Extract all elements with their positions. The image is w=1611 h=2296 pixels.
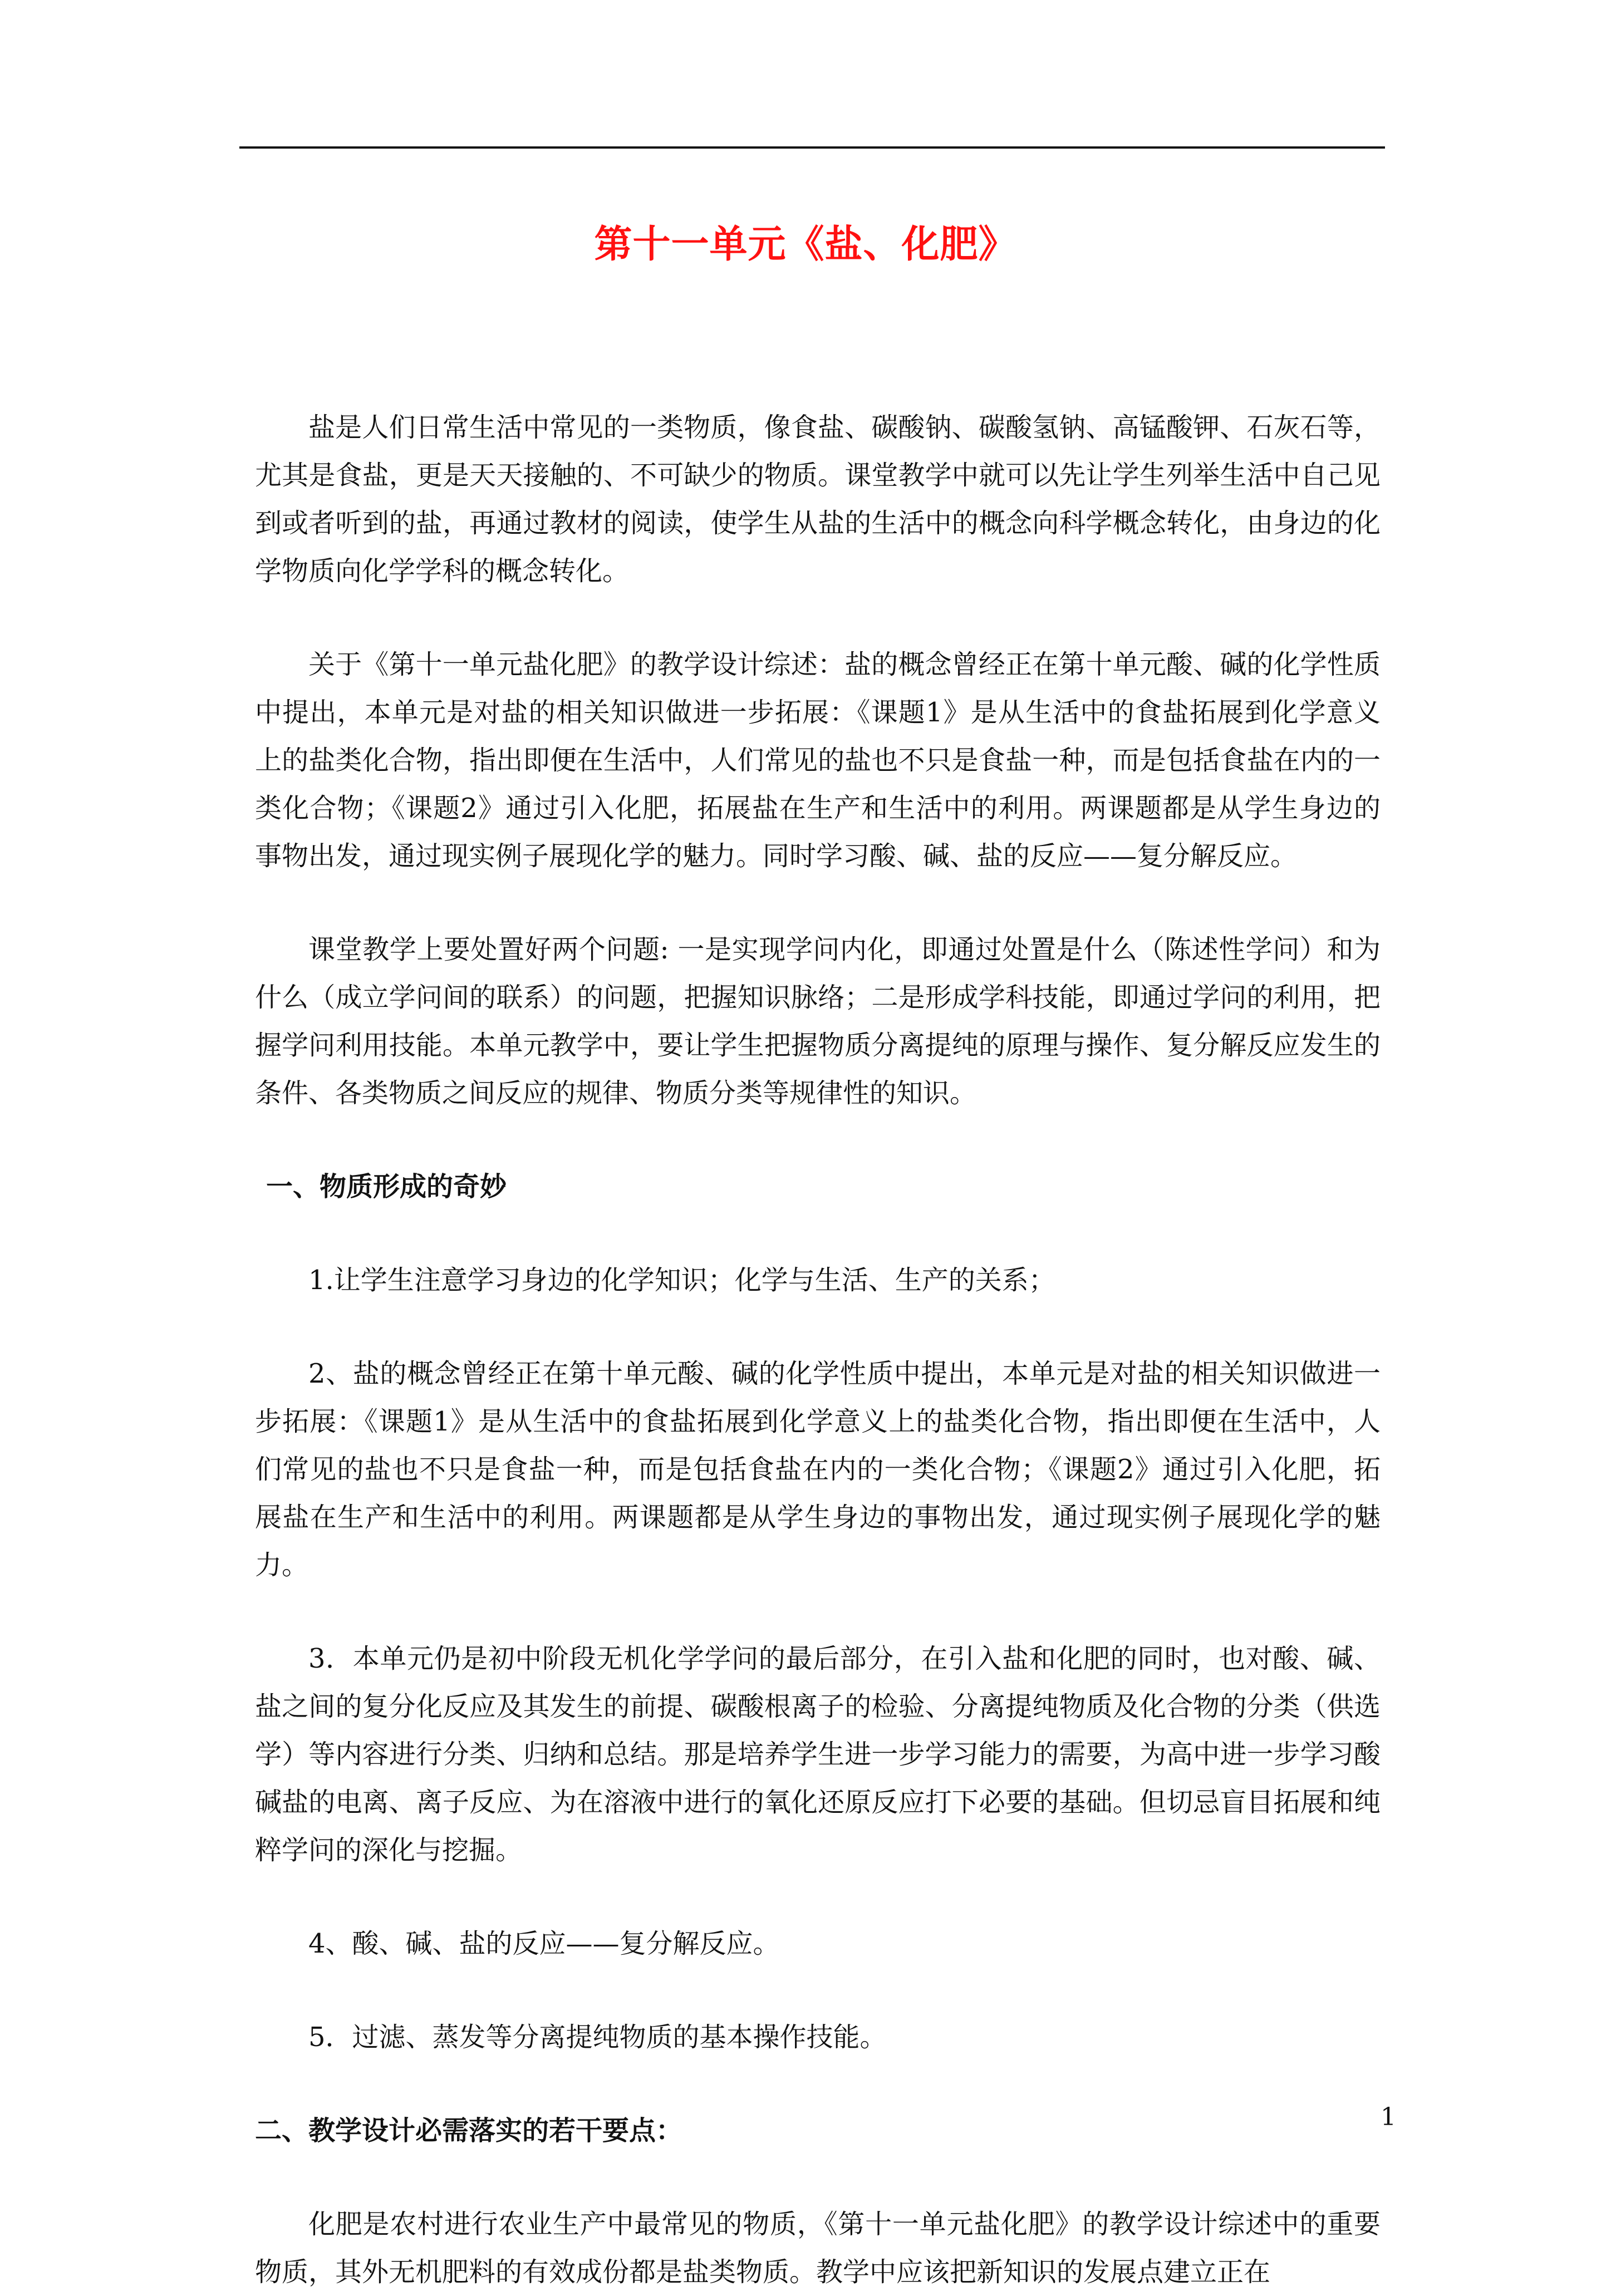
section-heading-2: 二、教学设计必需落实的若干要点：	[255, 2115, 683, 2146]
section-2-paragraph: 化肥是农村进行农业生产中最常见的物质，《第十一单元盐化肥》的教学设计综述中的重要物质，其外无机肥料的有效成份都是盐类物质。教学中应该把新知识的发展点建立正在	[255, 2209, 1381, 2288]
section-heading-1: 一、物质形成的奇妙	[266, 1171, 507, 1202]
section-1-item-3: 3．本单元仍是初中阶段无机化学学问的最后部分，在引入盐和化肥的同时，也对酸、碱、盐之间的复分化反应及其发生的前提、碳酸根离子的检验、分离提纯物质及化合物的分类（供选学）等内容进行分类、归纳和总结。那是培养学生进一步学习能力的需要，为高中进一步学习酸碱盐的电离、离子反应、为在溶液中进行的氧化还原反应打下必要的基础。但切忌盲目拓展和纯粹学问的深化与挖掘。	[255, 1643, 1381, 1866]
section-1-item-2: 2、盐的概念曾经正在第十单元酸、碱的化学性质中提出，本单元是对盐的相关知识做进一步拓展：《课题1》是从生活中的食盐拓展到化学意义上的盐类化合物，指出即便在生活中，人们常见的盐也不只是食盐一种，而是包括食盐在内的一类化合物；《课题2》通过引入化肥，拓展盐在生产和生活中的利用。两课题都是从学生身边的事物出发，通过现实例子展现化学的魅力。	[255, 1358, 1381, 1581]
section-1-item-1: 1.让学生注意学习身边的化学知识；化学与生活、生产的关系；	[308, 1265, 1055, 1296]
section-1-item-5: 5．过滤、蒸发等分离提纯物质的基本操作技能。	[308, 2022, 887, 2053]
section-1-item-4: 4、酸、碱、盐的反应——复分解反应。	[308, 1928, 780, 1959]
teaching-issues-paragraph: 课堂教学上要处置好两个问题: 一是实现学问内化，即通过处置是什么（陈述性学问）和为什么（成立学问间的联系）的问题，把握知识脉络；二是形成学科技能，即通过学问的利用，把握学问利用技能。本单元教学中，要让学生把握物质分离提纯的原理与操作、复分解反应发生的条件、各类物质之间反应的规律、物质分类等规律性的知识。	[255, 934, 1381, 1109]
header-rule	[239, 146, 1385, 149]
document-body	[255, 404, 1381, 2296]
page-number: 1	[1381, 2103, 1396, 2131]
document-title: 第十一单元《盐、化肥》	[594, 222, 1017, 267]
design-overview-paragraph: 关于《第十一单元盐化肥》的教学设计综述：盐的概念曾经正在第十单元酸、碱的化学性质中提出，本单元是对盐的相关知识做进一步拓展：《课题1》是从生活中的食盐拓展到化学意义上的盐类化合物，指出即便在生活中，人们常见的盐也不只是食盐一种，而是包括食盐在内的一类化合物；《课题2》通过引入化肥，拓展盐在生产和生活中的利用。两课题都是从学生身边的事物出发，通过现实例子展现化学的魅力。同时学习酸、碱、盐的反应——复分解反应。	[255, 649, 1381, 872]
intro-paragraph: 盐是人们日常生活中常见的一类物质，像食盐、碳酸钠、碳酸氢钠、高锰酸钾、石灰石等，尤其是食盐，更是天天接触的、不可缺少的物质。课堂教学中就可以先让学生列举生活中自己见到或者听到的盐，再通过教材的阅读，使学生从盐的生活中的概念向科学概念转化，由身边的化学物质向化学学科的概念转化。	[255, 412, 1381, 587]
